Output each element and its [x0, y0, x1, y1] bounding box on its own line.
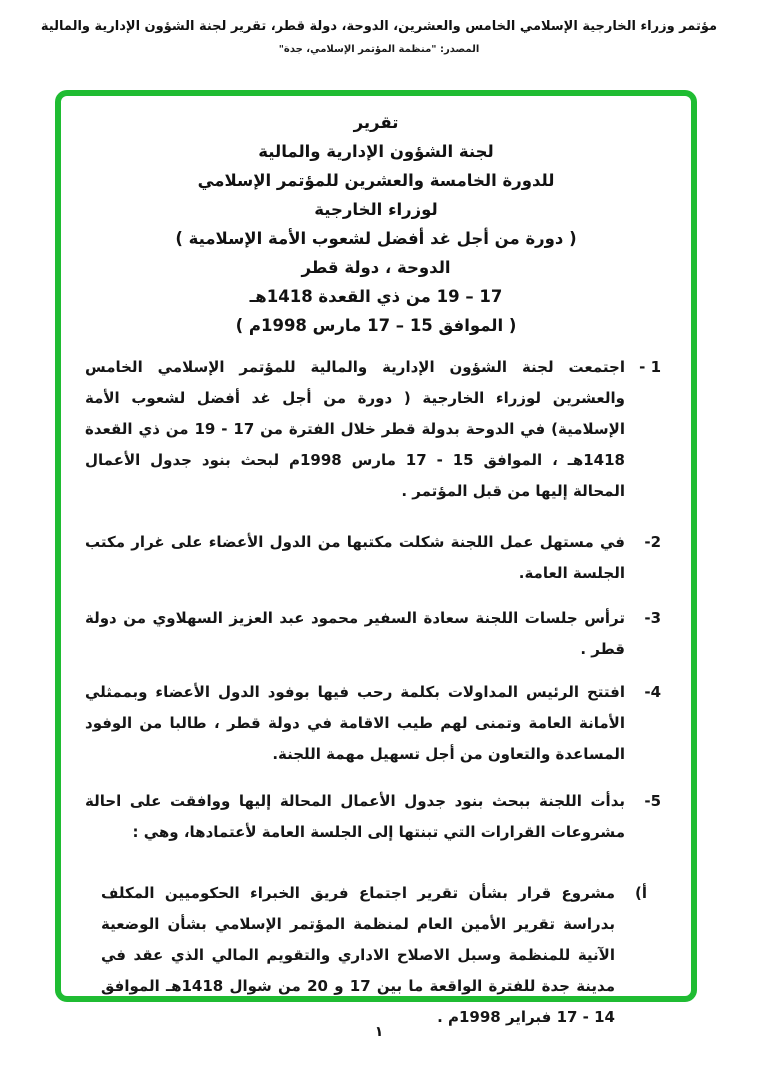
title-line-slogan: ( دورة من أجل غد أفضل لشعوب الأمة الإسلامية ) [175, 229, 577, 248]
paragraph-2-number: 2- [644, 533, 661, 551]
paragraph-1-number: 1 - [639, 358, 661, 376]
paragraph-5 [61, 786, 691, 848]
title-line-ministers: لوزراء الخارجية [314, 200, 438, 219]
paragraph-3-number: 3- [644, 609, 661, 627]
paragraph-4-text: افتتح الرئيس المداولات بكلمة رحب فيها بوفود الدول الأعضاء وبممثلي الأمانة العامة وتمنى لهم طيب الاقامة في دولة قطر ، طالبا من الوفود المساعدة والتعاون من أجل تسهيل مهمة اللجنة. [85, 683, 625, 763]
green-border-frame [55, 90, 697, 1026]
title-line-location: الدوحة ، دولة قطر [301, 258, 451, 277]
document-header-title: مؤتمر وزراء الخارجية الإسلامي الخامس والعشرين، الدوحة، دولة قطر، تقرير لجنة الشؤون الإدارية والمالية [40, 19, 718, 34]
report-title-block [61, 108, 691, 340]
subitem-a-marker: أ) [635, 884, 647, 902]
title-line-report: تقرير [353, 113, 399, 132]
paragraph-4 [61, 677, 691, 770]
subitem-a [61, 878, 691, 1033]
paragraph-5-number: 5- [644, 792, 661, 810]
title-line-hijri-date: 17 – 19 من ذي القعدة 1418هـ [249, 287, 503, 306]
paragraph-2-text: في مستهل عمل اللجنة شكلت مكتبها من الدول الأعضاء على غرار مكتب الجلسة العامة. [85, 533, 625, 582]
paragraph-1 [61, 352, 691, 507]
subitem-a-text: مشروع قرار بشأن تقرير اجتماع فريق الخبراء الحكوميين المكلف بدراسة تقرير الأمين العام لمنظمة المؤتمر الإسلامي بشأن الوضعية الآنية للمنظمة وسبل الاصلاح الاداري والتقويم المالي الذي عقد في مدينة جدة للفترة الواقعة ما بين 17 و 20 من شوال 1418هـ الموافق 14 - 17 فبراير 1998م . [101, 884, 615, 1026]
title-line-gregorian-date: ( الموافق 15 – 17 مارس 1998م ) [235, 316, 517, 335]
page-number: ١ [374, 1024, 384, 1040]
document-header [0, 16, 758, 57]
paragraph-3-text: ترأس جلسات اللجنة سعادة السفير محمود عبد العزيز السهلاوي من دولة قطر . [85, 609, 625, 658]
paragraph-2 [61, 527, 691, 589]
document-source-label: المصدر: "منظمة المؤتمر الإسلامي، جدة" [278, 44, 480, 55]
paragraph-3 [61, 603, 691, 665]
title-line-committee: لجنة الشؤون الإدارية والمالية [258, 142, 494, 161]
paragraph-4-number: 4- [644, 683, 661, 701]
paragraph-5-text: بدأت اللجنة ببحث بنود جدول الأعمال المحالة إليها ووافقت على احالة مشروعات القرارات التي تبنتها إلى الجلسة العامة لأعتمادها، وهي : [85, 792, 625, 841]
paragraph-1-text: اجتمعت لجنة الشؤون الإدارية والمالية للمؤتمر الإسلامي الخامس والعشرين لوزراء الخارجية ( دورة من أجل غد أفضل لشعوب الأمة الإسلامية) في الدوحة بدولة قطر خلال الفترة من 17 - 19 من ذي القعدة 1418هـ ، الموافق 15 - 17 مارس 1998م لبحث بنود جدول الأعمال المحالة إليها من قبل المؤتمر . [85, 358, 625, 500]
title-line-session: للدورة الخامسة والعشرين للمؤتمر الإسلامي [197, 171, 555, 190]
